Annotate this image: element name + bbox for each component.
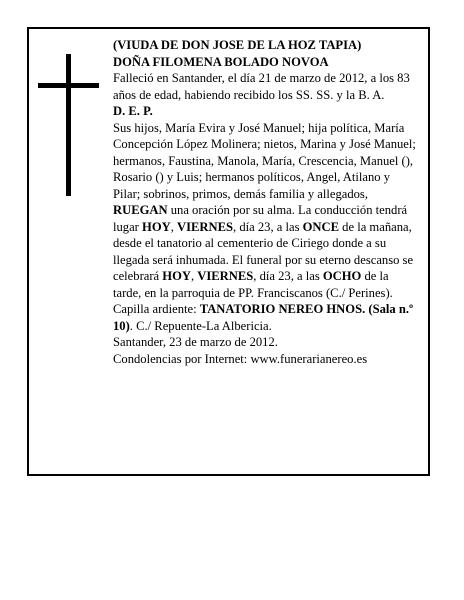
obituary-text xyxy=(113,37,418,367)
cross-icon-horizontal xyxy=(38,83,99,88)
dep-line: D. E. P. xyxy=(113,104,153,118)
chapel-paragraph: Capilla ardiente: TANATORIO NEREO HNOS. (Sala n.º 10). C./ Repuente-La Albericia. xyxy=(113,302,414,333)
ceremony-paragraph: RUEGAN una oración por su alma. La conducción tendrá lugar HOY, VIERNES, día 23, a las ONCE de la mañana, desde el tanatorio al cementerio de Ciriego donde a su llegada será inhumada. El funeral por su eterno descanso se celebrará HOY, VIERNES, día 23, a las OCHO de la tarde, en la parroquia de PP. Franciscanos (C./ Perines). xyxy=(113,203,414,300)
widow-line: (VIUDA DE DON JOSE DE LA HOZ TAPIA) xyxy=(113,38,362,52)
condolences-line: Condolencias por Internet: www.funerarianereo.es xyxy=(113,351,368,366)
family-paragraph: Sus hijos, María Evira y José Manuel; hija política, María Concepción López Molinera; nietos, Marina y José Manuel; hermanos, Faustina, Manola, María, Crescencia, Manuel (), Rosario () y Luis; hermanos políticos, Angel, Atilano y Pilar; sobrinos, primos, demás familia y allegados, xyxy=(113,120,416,201)
date-line: Santander, 23 de marzo de 2012. xyxy=(113,335,278,349)
cross-icon-vertical xyxy=(66,54,71,196)
death-paragraph: Falleció en Santander, el día 21 de marzo de 2012, a los 83 años de edad, habiendo recibido los SS. SS. y la B. A. xyxy=(113,71,410,102)
deceased-name: DOÑA FILOMENA BOLADO NOVOA xyxy=(113,54,329,69)
